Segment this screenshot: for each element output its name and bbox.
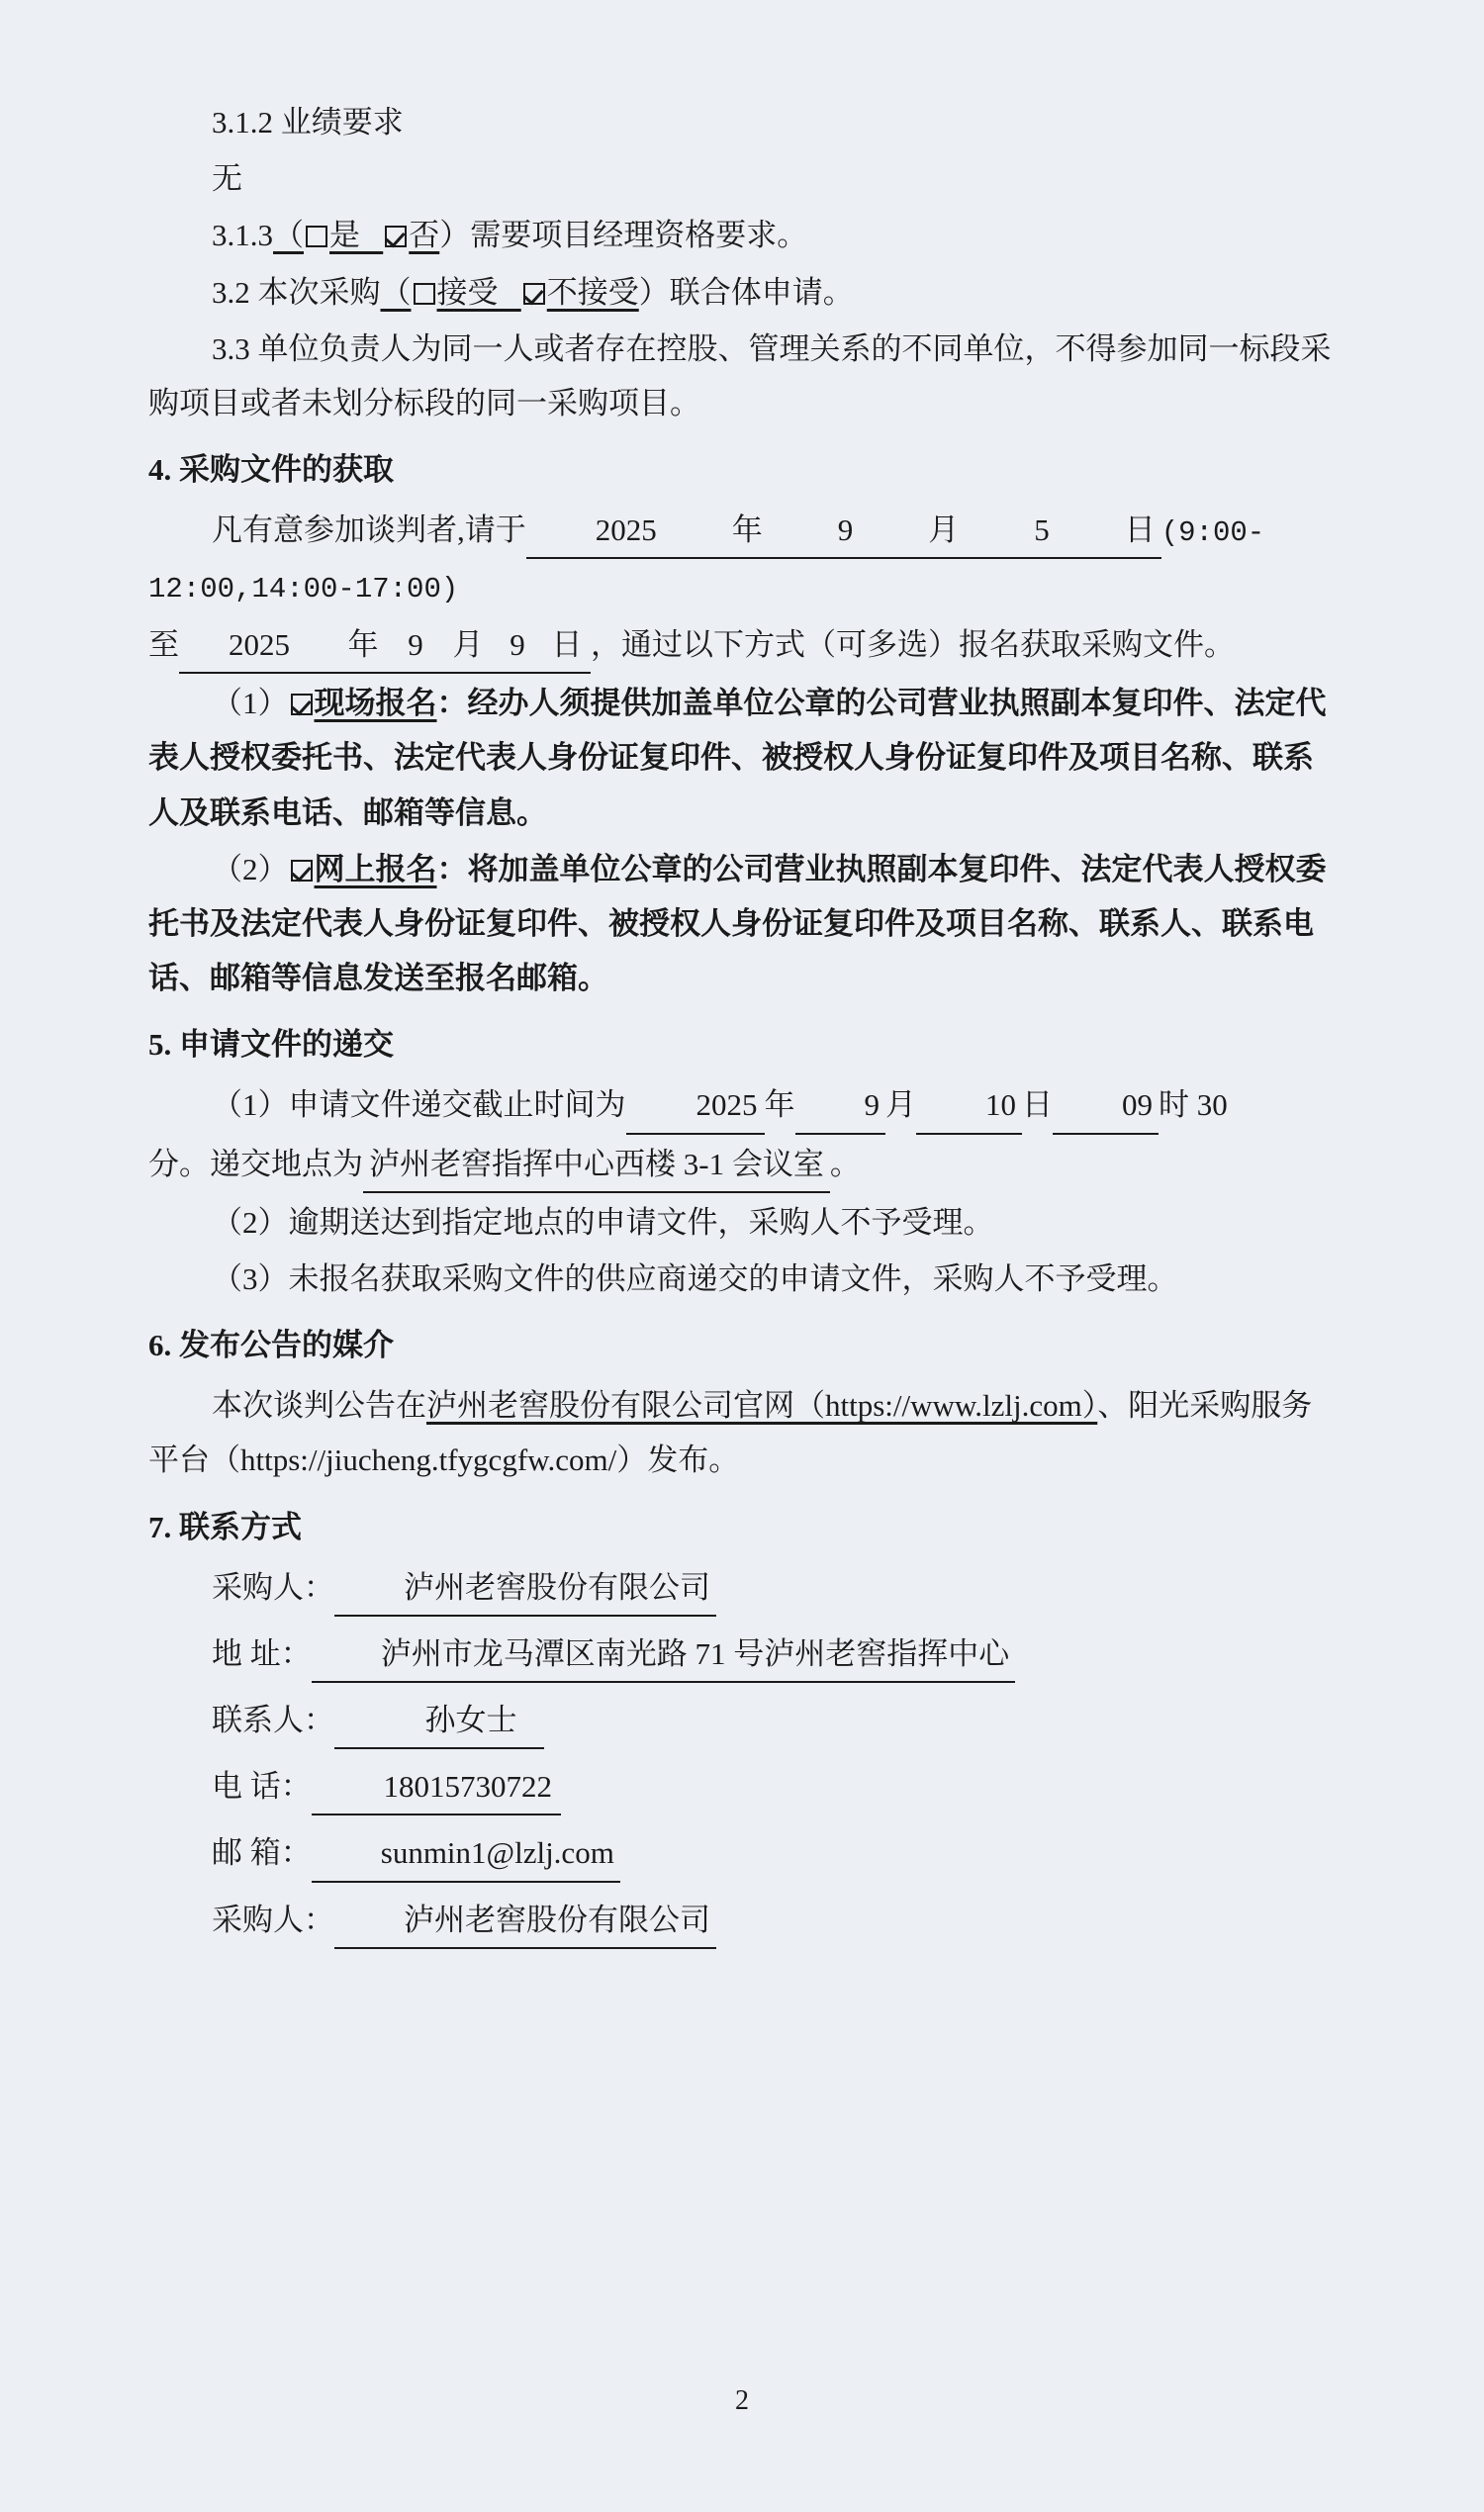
section-3-1-3-prefix: 3.1.3 (212, 218, 273, 253)
s4-month-1[interactable]: 9 (769, 503, 860, 559)
s5-month[interactable]: 9 (795, 1077, 886, 1134)
s5-hour[interactable]: 09 (1053, 1077, 1159, 1134)
contact-label-person: 联系人： (212, 1703, 334, 1738)
s6-lead: 本次谈判公告在 (212, 1388, 426, 1424)
section-4-paragraph-1 (148, 503, 1336, 615)
s5-day[interactable]: 10 (916, 1077, 1022, 1134)
page-number: 2 (735, 2385, 749, 2416)
s4-year-1[interactable]: 2025 (526, 503, 663, 559)
section-4-item-1 (148, 676, 1336, 840)
s5-month-unit: 月 (885, 1087, 916, 1123)
section-3-1-3-choice: （ 是 否 (273, 218, 440, 253)
s5-item1-place-lead: 递交地点为 (210, 1146, 363, 1181)
contact-value-phone[interactable]: 18015730722 (312, 1759, 561, 1815)
section-3-2-choice: （ 接受 不接受 (380, 274, 639, 310)
section-6-paragraph (148, 1378, 1336, 1487)
section-3-3: 3.3 单位负责人为同一人或者存在控股、管理关系的不同单位，不得参加同一标段采购项目或者未划分标段的同一采购项目。 (148, 330, 1332, 420)
s4-year-unit-1: 年 (663, 503, 769, 559)
label-reject: 不接受 (546, 274, 639, 310)
s4-item2-text: ：将加盖单位公章的公司营业执照副本复印件、法定代表人授权委托书及法定代表人身份证复印件、被授权人身份证复印件及项目名称、联系人、联系电话、邮箱等信息发送至报名邮箱。 (148, 851, 1327, 996)
contact-label-address: 地 址： (212, 1635, 312, 1671)
section-3-2-prefix: 3.2 本次采购 (212, 274, 381, 310)
contact-label-email: 邮 箱： (212, 1835, 312, 1871)
s4-p1-lead: 凡有意参加谈判者,请于 (212, 512, 526, 548)
document-body (148, 95, 1336, 1949)
section-4-paragraph-1-cont (148, 617, 1336, 674)
s5-place[interactable]: 泸州老窖指挥中心西楼 3-1 会议室 (363, 1137, 830, 1193)
s5-hour-unit: 时 (1159, 1087, 1189, 1123)
s4-day-2[interactable]: 9 (492, 617, 543, 674)
section-4-item-2 (148, 842, 1336, 1006)
s4-item1-number: （1） (212, 686, 289, 721)
s4-item1-label: 现场报名 (314, 686, 437, 721)
contact-value-purchaser-2: 泸州老窖股份有限公司 (334, 1893, 716, 1949)
s4-month-unit-2: 月 (444, 617, 492, 674)
checkbox-online-registration[interactable] (291, 860, 313, 882)
s5-year[interactable]: 2025 (626, 1077, 765, 1134)
s5-minute-unit: 分。 (148, 1146, 210, 1181)
s5-item1-tail: 。 (829, 1146, 861, 1181)
s6-official-site[interactable]: 泸州老窖股份有限公司官网（https://www.lzlj.com） (426, 1388, 1098, 1424)
section-3-2-tail: ）联合体申请。 (638, 274, 854, 310)
section-3-1-3 (148, 208, 1336, 262)
s4-item2-number: （2） (212, 851, 289, 886)
s4-day-1[interactable]: 5 (965, 503, 1056, 559)
section-4-heading: 4. 采购文件的获取 (148, 452, 394, 488)
contact-value-purchaser: 泸州老窖股份有限公司 (334, 1560, 716, 1617)
s4-p1-tail: ，通过以下方式（可多选）报名获取采购文件。 (591, 626, 1235, 662)
contact-value-email[interactable]: sunmin1@lzlj.com (312, 1825, 620, 1882)
contact-row (148, 1825, 1336, 1882)
s4-day-unit-1: 日 (1056, 503, 1161, 559)
contact-label-phone: 电 话： (212, 1769, 312, 1805)
section-5-item-1-cont (148, 1137, 1336, 1193)
s5-minute: 30 (1196, 1087, 1228, 1123)
s4-month-2[interactable]: 9 (387, 617, 444, 674)
contact-value-person: 孙女士 (334, 1693, 544, 1749)
section-3-1-2-title: 3.1.2 业绩要求 (212, 105, 404, 140)
contact-label-purchaser: 采购人： (212, 1569, 334, 1605)
s5-year-unit: 年 (764, 1087, 795, 1123)
contact-row (148, 1627, 1336, 1683)
s4-month-unit-1: 月 (859, 503, 965, 559)
contact-row (148, 1893, 1336, 1949)
s4-item2-label: 网上报名 (314, 851, 437, 886)
section-5-item-3: （3）未报名获取采购文件的供应商递交的申请文件，采购人不予受理。 (212, 1260, 1178, 1296)
section-3-2 (148, 265, 1336, 320)
checkbox-yes[interactable] (306, 226, 327, 247)
s4-day-unit-2: 日 (543, 617, 591, 674)
s4-year-unit-2: 年 (339, 617, 387, 674)
contact-row (148, 1560, 1336, 1617)
section-3-1-3-tail: ）需要项目经理资格要求。 (439, 218, 808, 253)
s4-item1-text: ：经办人须提供加盖单位公章的公司营业执照副本复印件、法定代表人授权委托书、法定代表人身份证复印件、被授权人身份证复印件及项目名称、联系人及联系电话、邮箱等信息。 (148, 686, 1327, 830)
contact-value-address: 泸州市龙马潭区南光路 71 号泸州老窖指挥中心 (312, 1627, 1016, 1683)
contact-label-purchaser-2: 采购人： (212, 1902, 334, 1937)
section-7-heading: 7. 联系方式 (148, 1509, 302, 1544)
contact-row (148, 1693, 1336, 1749)
label-yes: 是 (329, 218, 360, 253)
s5-item1-number: （1） (212, 1087, 289, 1123)
s5-item1-lead: 申请文件递交截止时间为 (288, 1087, 626, 1123)
section-5-heading: 5. 申请文件的递交 (148, 1027, 394, 1063)
section-5-item-2: （2）逾期送达到指定地点的申请文件，采购人不予受理。 (212, 1204, 994, 1240)
checkbox-reject[interactable] (523, 283, 545, 305)
section-5-item-1 (148, 1077, 1336, 1134)
label-accept: 接受 (436, 274, 499, 310)
s4-p1-at: 至 (148, 626, 179, 662)
checkbox-accept[interactable] (414, 283, 435, 305)
checkbox-no[interactable] (385, 226, 407, 247)
section-3-1-2-body: 无 (212, 161, 242, 197)
s4-year-2[interactable]: 2025 (179, 617, 339, 674)
section-6-heading: 6. 发布公告的媒介 (148, 1328, 394, 1363)
label-no: 否 (409, 218, 440, 253)
s5-day-unit: 日 (1022, 1087, 1053, 1123)
s4-time-range: (9:00-12:00,14:00-17:00) (148, 516, 1265, 606)
checkbox-onsite-registration[interactable] (291, 694, 313, 715)
contact-row (148, 1759, 1336, 1815)
s6-tail: 、阳光采购服务平台（https://jiucheng.tfygcgfw.com/）发布。 (148, 1388, 1313, 1478)
